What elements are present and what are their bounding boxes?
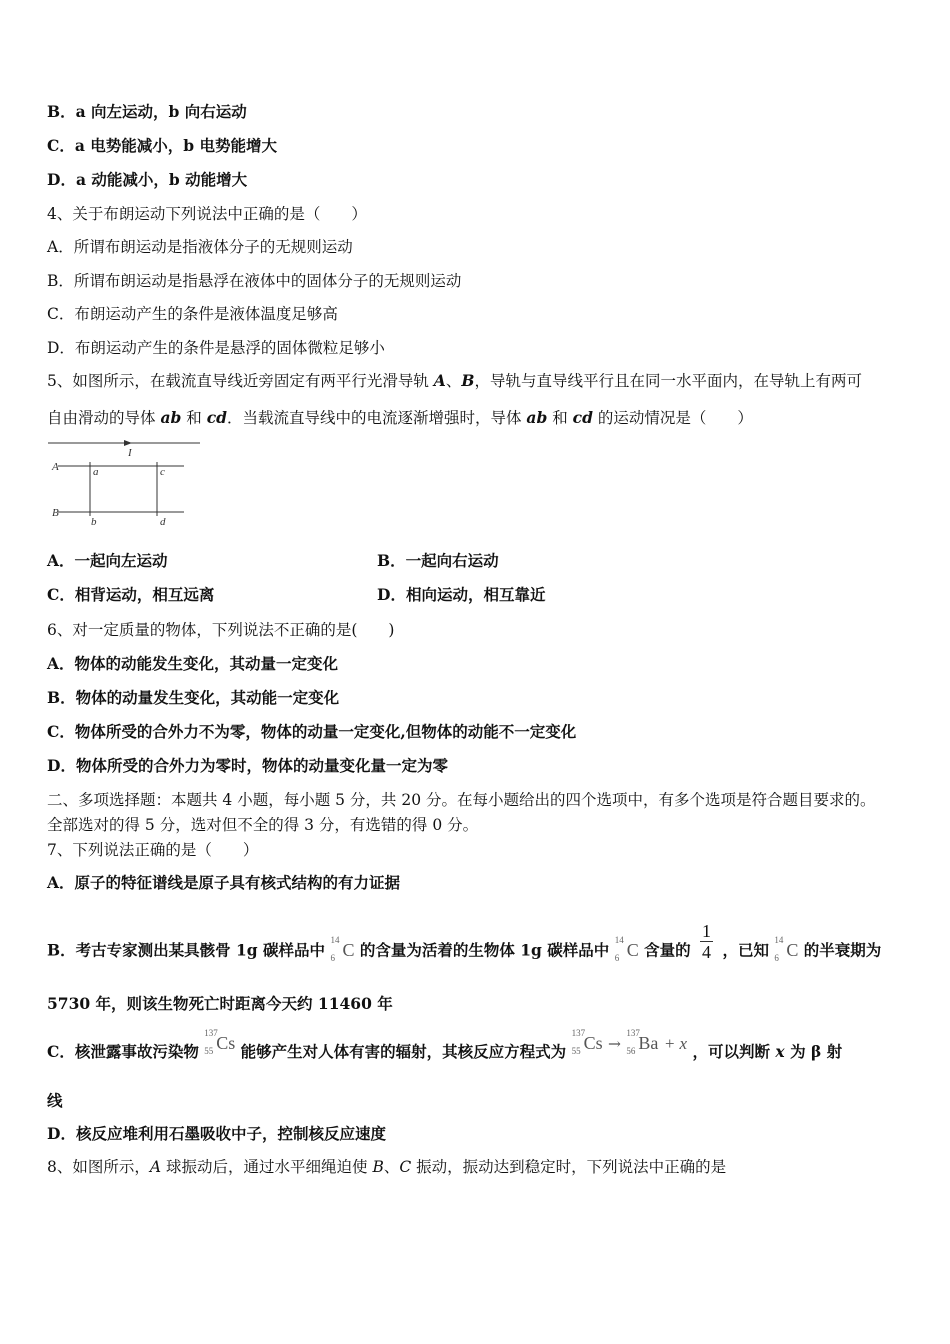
q7-option-c: C．核泄露事故污染物 137 55 Cs 能够产生对人体有害的辐射，其核反应方程式为 137 55 Cs → 137 56 Ba + x ，可以判断 x 为 β 射	[47, 1028, 843, 1061]
q6-stem: 6、对一定质量的物体，下列说法不正确的是( )	[47, 621, 395, 639]
q5-option-c: C．相背运动，相互远离	[47, 585, 215, 604]
q7-option-d: D．核反应堆利用石墨吸收中子，控制核反应速度	[47, 1124, 386, 1143]
label-point-c: c	[160, 466, 165, 478]
q7-option-a: A．原子的特征谱线是原子具有核式结构的有力证据	[47, 873, 401, 892]
carbon14-nuclide: 14 6 C	[774, 934, 799, 963]
q7-option-b-continued: 5730 年，则该生物死亡时距离今天约 11460 年	[47, 994, 393, 1013]
q5-stem-line1: 5、如图所示，在载流直导线近旁固定有两平行光滑导轨 A、B，导轨与直导线平行且在同一水平面内，在导轨上有两可	[47, 371, 862, 390]
q5-option-b: B．一起向右运动	[377, 551, 499, 570]
q7-stem: 7、下列说法正确的是（ ）	[47, 841, 259, 859]
section2-heading-line2: 全部选对的得 5 分，选对但不全的得 3 分，有选错的得 0 分。	[47, 816, 479, 834]
q5-option-d: D．相向运动，相互靠近	[377, 585, 546, 604]
q5-figure-rails-diagram	[44, 438, 204, 530]
q4-option-a: A．所谓布朗运动是指液体分子的无规则运动	[47, 238, 353, 256]
q6-option-a: A．物体的动能发生变化，其动量一定变化	[47, 654, 339, 673]
current-label: I	[128, 447, 132, 459]
reaction-arrow: →	[608, 1035, 622, 1053]
q3-option-b: B．a 向左运动，b 向右运动	[47, 102, 247, 121]
fraction-one-quarter: $\frac{1}{4}$	[702, 921, 712, 962]
label-point-a: a	[93, 466, 99, 478]
q6-option-c: C．物体所受的合外力不为零，物体的动量一定变化,但物体的动能不一定变化	[47, 722, 577, 741]
q6-option-d: D．物体所受的合外力为零时，物体的动量变化量一定为零	[47, 756, 448, 775]
q3-option-c: C．a 电势能减小，b 电势能增大	[47, 136, 278, 155]
label-rail-b: B	[52, 507, 59, 519]
q7-option-c-continued: 线	[47, 1091, 63, 1110]
q5-stem-line2: 自由滑动的导体 ab 和 cd．当载流直导线中的电流逐渐增强时，导体 ab 和 cd 的运动情况是（ ）	[47, 408, 753, 427]
q7-option-b: B．考古专家测出某具骸骨 1g 碳样品中 14 6 C 的含量为活着的生物体 1g 碳样品中 14 6 C 含量的 $\frac{1}{4}$ ，已知 14 6 C 的半衰期为	[47, 921, 882, 963]
q4-option-b: B．所谓布朗运动是指悬浮在液体中的固体分子的无规则运动	[47, 272, 462, 290]
q4-stem: 4、关于布朗运动下列说法中正确的是（ ）	[47, 205, 367, 223]
carbon14-nuclide: 14 6 C	[614, 934, 639, 963]
plus-x: + x	[663, 1034, 688, 1053]
carbon14-nuclide: 14 6 C	[330, 934, 355, 963]
label-rail-a: A	[52, 461, 59, 473]
q4-option-c: C．布朗运动产生的条件是液体温度足够高	[47, 305, 338, 323]
q5-option-a: A．一起向左运动	[47, 551, 168, 570]
cesium137-nuclide: 137 55 Cs	[571, 1028, 603, 1056]
label-point-b: b	[91, 516, 97, 528]
q4-option-d: D．布朗运动产生的条件是悬浮的固体微粒足够小	[47, 339, 385, 357]
label-point-d: d	[160, 516, 166, 528]
barium137-nuclide: 137 56 Ba	[626, 1028, 659, 1056]
q6-option-b: B．物体的动量发生变化，其动能一定变化	[47, 688, 340, 707]
current-arrow	[124, 440, 132, 446]
q8-stem: 8、如图所示，A 球振动后，通过水平细绳迫使 B、C 振动，振动达到稳定时，下列说法中正确的是	[47, 1158, 727, 1176]
q3-option-d: D．a 动能减小，b 动能增大	[47, 170, 248, 189]
section2-heading-line1: 二、多项选择题：本题共 4 小题，每小题 5 分，共 20 分。在每小题给出的四个选项中，有多个选项是符合题目要求的。	[47, 791, 876, 809]
cesium137-nuclide: 137 55 Cs	[204, 1028, 236, 1056]
